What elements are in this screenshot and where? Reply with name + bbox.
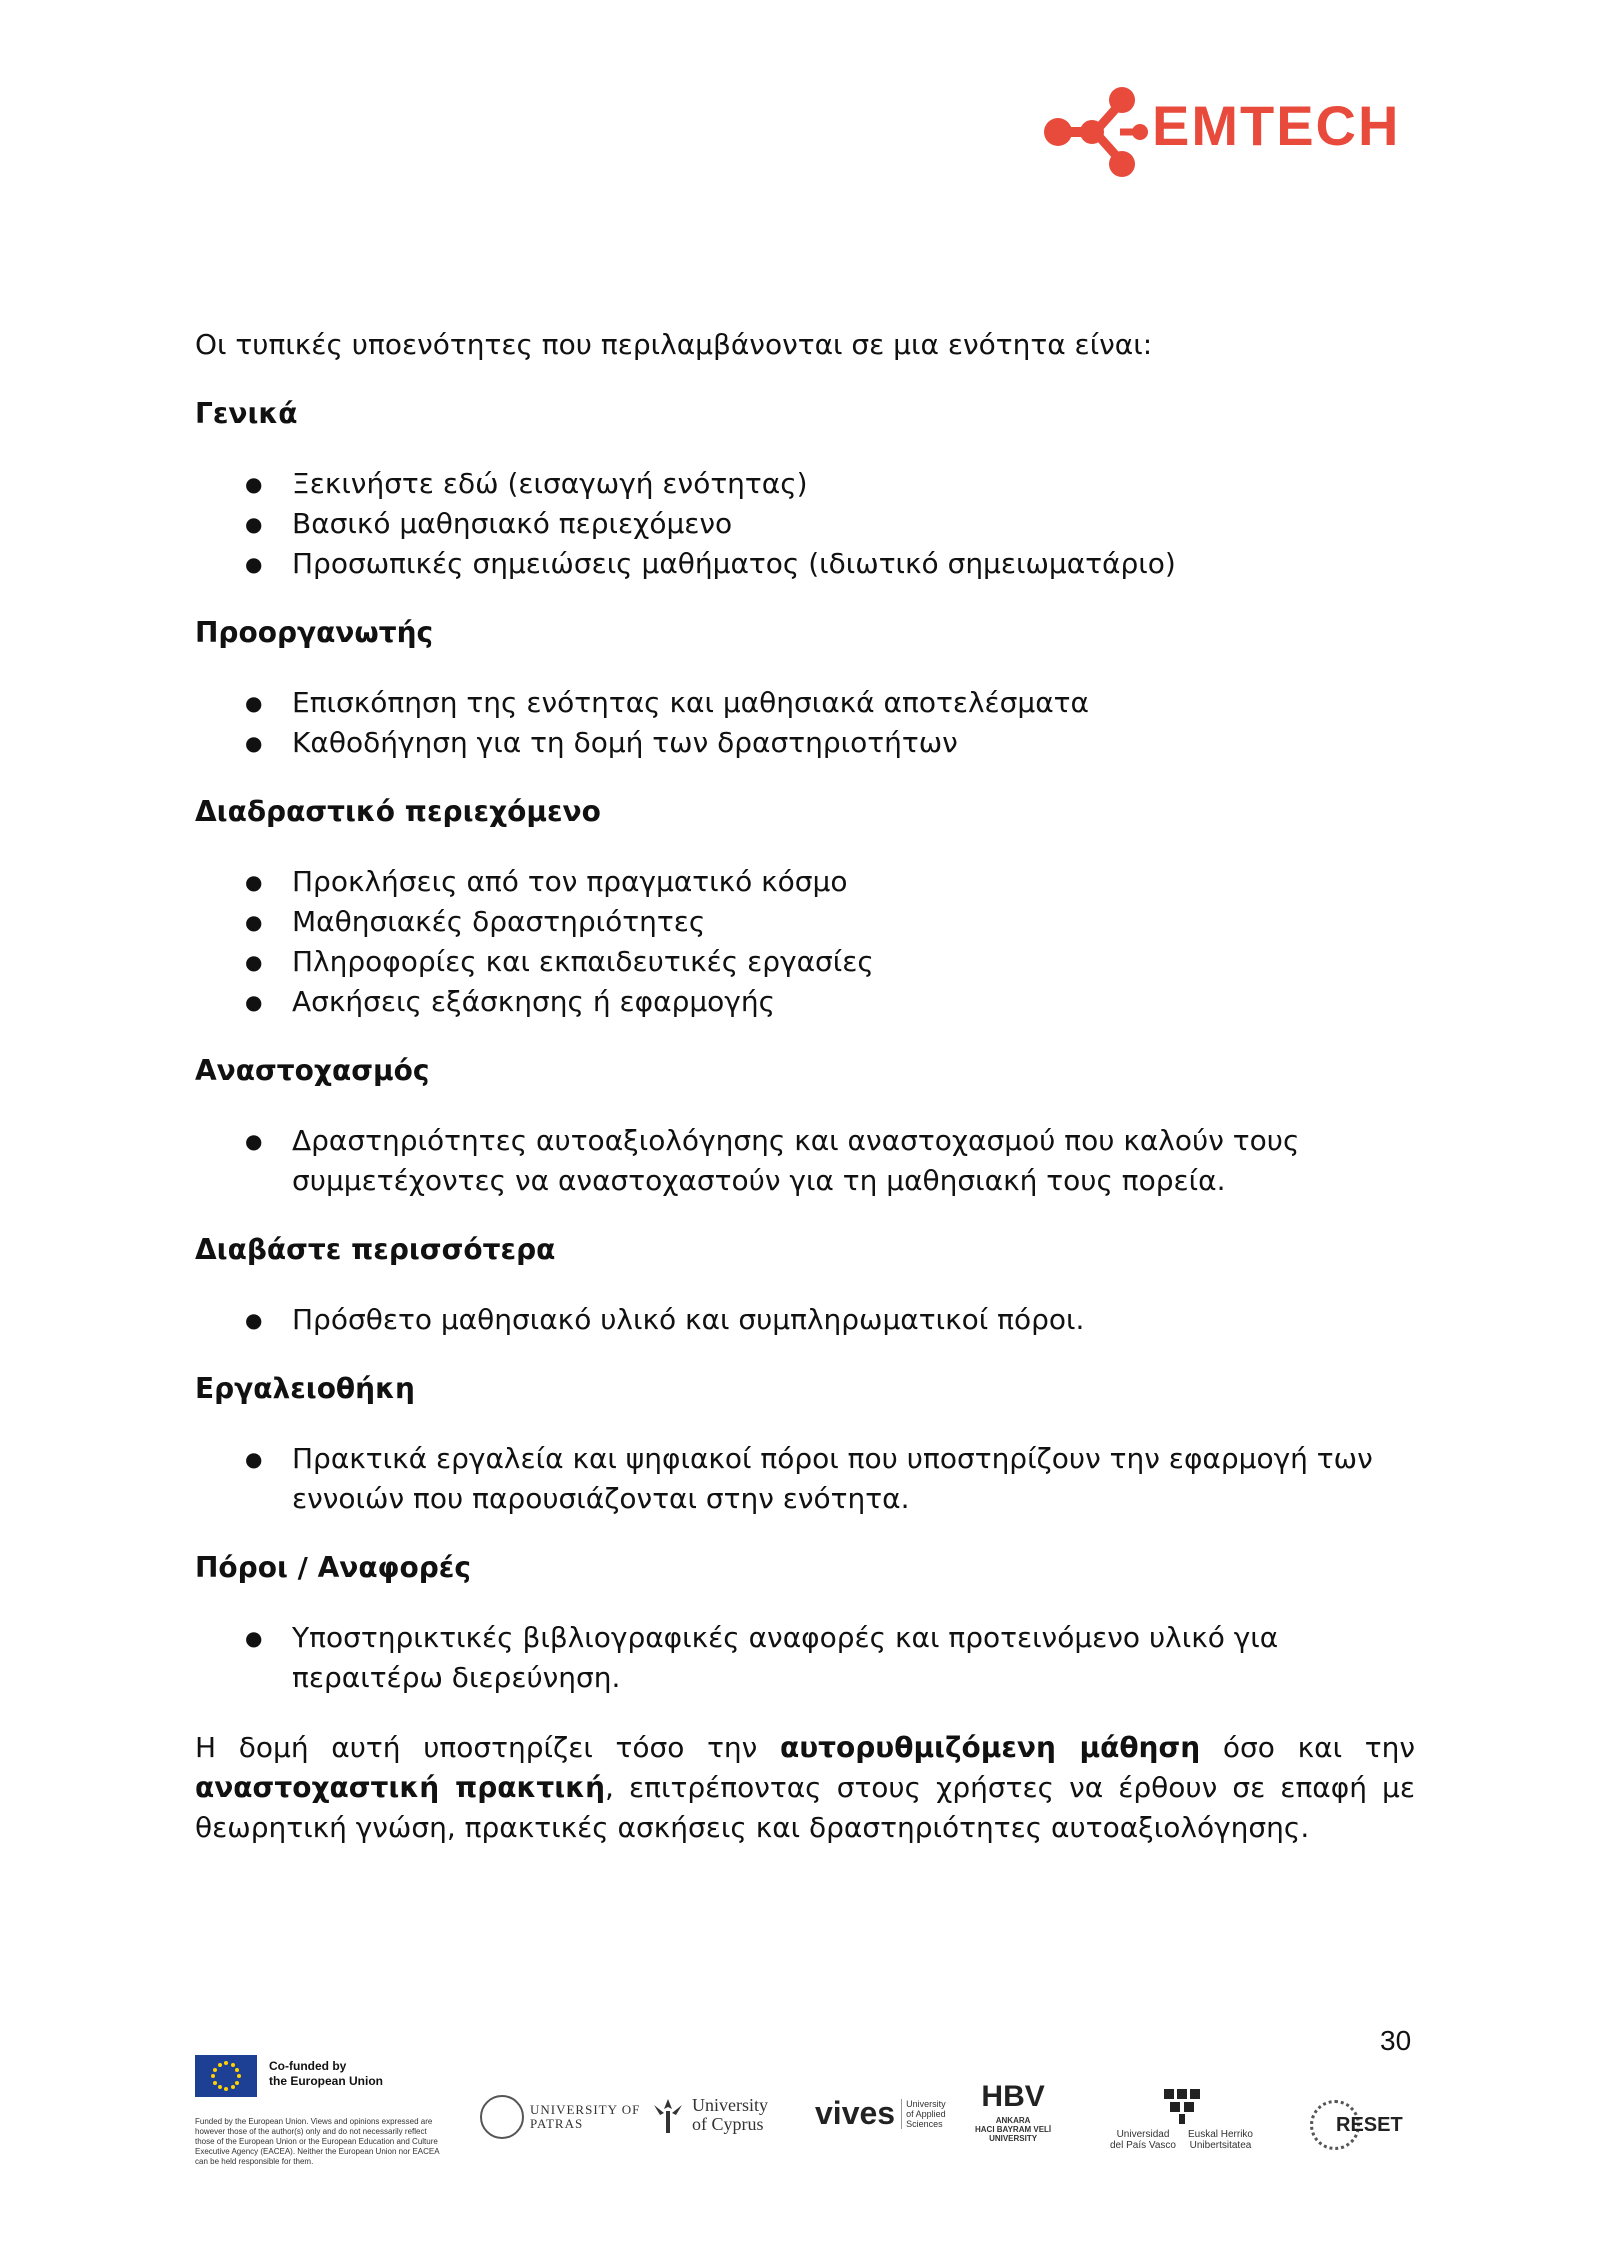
partner-logo-ehu: [1110, 2085, 1253, 2151]
eu-star-icon: [218, 2085, 222, 2089]
list-item: [195, 902, 1415, 942]
list-item-text: Πληροφορίες και εκπαιδευτικές εργασίες: [292, 945, 874, 978]
bullet-list: [195, 464, 1415, 584]
cyprus-emblem-icon: [650, 2095, 686, 2135]
closing-text: Η δομή αυτή υποστηρίζει τόσο την: [195, 1731, 781, 1764]
vives-sub: University: [906, 2098, 946, 2109]
eu-star-icon: [218, 2063, 222, 2067]
closing-emphasis: αυτορυθμιζόμενη μάθηση: [780, 1731, 1201, 1764]
list-item-text: Προκλήσεις από τον πραγματικό κόσμο: [292, 865, 848, 898]
bullet-icon: ●: [245, 552, 263, 576]
molecule-icon: [1040, 82, 1150, 182]
list-item: [195, 1618, 1415, 1698]
list-item: [195, 464, 1415, 504]
bullet-icon: ●: [245, 512, 263, 536]
bullet-list: [195, 1439, 1415, 1519]
bullet-icon: ●: [245, 1129, 263, 1153]
bullet-list: [195, 1300, 1415, 1340]
bullet-icon: ●: [245, 1626, 263, 1650]
eu-star-icon: [237, 2074, 241, 2078]
section-heading: Πόροι / Αναφορές: [195, 1551, 471, 1584]
ehu-line: Universidad: [1116, 2129, 1170, 2140]
list-item-text: Υποστηρικτικές βιβλιογραφικές αναφορές και προτεινόμενο υλικό για περαιτέρω διερεύνηση.: [292, 1621, 1279, 1694]
eu-star-icon: [231, 2063, 235, 2067]
list-item-text: Ξεκινήστε εδώ (εισαγωγή ενότητας): [292, 467, 808, 500]
ehu-line: Euskal Herriko: [1187, 2129, 1253, 2140]
vives-sub: of Applied: [906, 2108, 946, 2119]
bullet-icon: ●: [245, 691, 263, 715]
eu-cofunded-label: [269, 2059, 383, 2089]
list-item-text: Πρόσθετο μαθησιακό υλικό και συμπληρωματικοί πόροι.: [292, 1303, 1085, 1336]
bullet-icon: ●: [245, 910, 263, 934]
list-item: [195, 504, 1415, 544]
footer: [195, 2055, 1425, 2205]
patras-seal-icon: [480, 2095, 524, 2139]
ehu-line: del País Vasco: [1110, 2140, 1176, 2151]
bullet-list: [195, 862, 1415, 1022]
eu-star-icon: [224, 2061, 228, 2065]
list-item: [195, 723, 1415, 763]
closing-paragraph: [195, 1728, 1415, 1848]
section-heading: Προοργανωτής: [195, 616, 434, 649]
eu-title-line: Co-funded by: [269, 2059, 347, 2073]
hbv-mark: HBV: [981, 2080, 1045, 2113]
eu-star-icon: [235, 2081, 239, 2085]
patras-line: UNIVERSITY OF: [530, 2102, 641, 2117]
bullet-icon: ●: [245, 950, 263, 974]
partner-logo-reset: [1310, 2100, 1403, 2150]
list-item-text: Καθοδήγηση για τη δομή των δραστηριοτήτων: [292, 726, 958, 759]
partner-logo-cyprus: [650, 2095, 768, 2135]
list-item-text: Ασκήσεις εξάσκησης ή εφαρμογής: [292, 985, 776, 1018]
patras-line: PATRAS: [530, 2116, 584, 2131]
partner-logo-hbv: [975, 2080, 1051, 2143]
eu-star-icon: [213, 2081, 217, 2085]
eu-star-icon: [224, 2087, 228, 2091]
section-heading: Γενικά: [195, 397, 298, 430]
emtech-logo: [1040, 82, 1420, 182]
list-item: [195, 1300, 1415, 1340]
bullet-icon: ●: [245, 870, 263, 894]
list-item: [195, 942, 1415, 982]
ehu-tree-icon: [1160, 2085, 1204, 2125]
partner-logo-patras: [480, 2095, 640, 2139]
eu-star-icon: [213, 2068, 217, 2072]
document-body: [195, 325, 1415, 1848]
list-item: [195, 1121, 1415, 1201]
bullet-icon: ●: [245, 472, 263, 496]
list-item: [195, 862, 1415, 902]
eu-star-icon: [235, 2068, 239, 2072]
section-heading: Εργαλειοθήκη: [195, 1372, 415, 1405]
list-item: [195, 982, 1415, 1022]
intro-paragraph: Οι τυπικές υποενότητες που περιλαμβάνονται σε μια ενότητα είναι:: [195, 328, 1153, 361]
closing-text: όσο και την: [1200, 1731, 1415, 1764]
logo-wordmark: EMTECH: [1152, 94, 1401, 157]
bullet-icon: ●: [245, 990, 263, 1014]
list-item-text: Μαθησιακές δραστηριότητες: [292, 905, 706, 938]
hbv-line: ANKARA: [995, 2116, 1031, 2125]
eu-flag-icon: [195, 2055, 257, 2097]
vives-sub: Sciences: [906, 2118, 943, 2129]
ehu-line: Unibertsitatea: [1189, 2140, 1252, 2151]
vives-wordmark: vives: [815, 2095, 896, 2131]
bullet-list: [195, 683, 1415, 763]
eu-disclaimer: Funded by the European Union. Views and opinions expressed are however those of the author(s) only and do not necessarily reflect those of the European Union or the European Education and Culture Executive Agency (EACEA). Neither the European Union nor EACEA can be held responsible for them.: [195, 2117, 440, 2166]
reset-wordmark: RESET: [1336, 2113, 1403, 2136]
eu-cofunding-block: [195, 2055, 455, 2167]
list-item-text: Δραστηριότητες αυτοαξιολόγησης και αναστοχασμού που καλούν τους συμμετέχοντες να αναστοχαστούν για τη μαθησιακή τους πορεία.: [292, 1124, 1300, 1197]
bullet-icon: ●: [245, 731, 263, 755]
cyprus-line: University: [692, 2095, 768, 2115]
eu-star-icon: [231, 2085, 235, 2089]
closing-emphasis: αναστοχαστική πρακτική: [195, 1771, 606, 1804]
page-number: 30: [1380, 2025, 1412, 2056]
section-heading: Διαβάστε περισσότερα: [195, 1233, 556, 1266]
partner-logo-vives: [815, 2095, 946, 2132]
section-heading: Αναστοχασμός: [195, 1054, 430, 1087]
list-item-text: Προσωπικές σημειώσεις μαθήματος (ιδιωτικό σημειωματάριο): [292, 547, 1176, 580]
bullet-icon: ●: [245, 1308, 263, 1332]
hbv-line: UNIVERSITY: [989, 2134, 1038, 2143]
sections-container: [195, 394, 1415, 1698]
bullet-list: [195, 1121, 1415, 1201]
closing-text: , επιτρέποντας στους χρήστες να έρθουν σε επαφή με θεωρητική γνώση, πρακτικές ασκήσεις και δραστηριότητες αυτοαξιολόγησης.: [195, 1771, 1416, 1844]
cyprus-line: of Cyprus: [692, 2114, 764, 2134]
hbv-line: HACI BAYRAM VELİ: [975, 2125, 1052, 2134]
list-item: [195, 683, 1415, 723]
bullet-list: [195, 1618, 1415, 1698]
section-heading: Διαδραστικό περιεχόμενο: [195, 795, 601, 828]
list-item-text: Επισκόπηση της ενότητας και μαθησιακά αποτελέσματα: [292, 686, 1089, 719]
list-item-text: Πρακτικά εργαλεία και ψηφιακοί πόροι που υποστηρίζουν την εφαρμογή των εννοιών που παρουσιάζονται στην ενότητα.: [292, 1442, 1373, 1515]
bullet-icon: ●: [245, 1447, 263, 1471]
list-item: [195, 1439, 1415, 1519]
list-item: [195, 544, 1415, 584]
eu-title-line: the European Union: [269, 2074, 383, 2088]
eu-star-icon: [211, 2074, 215, 2078]
list-item-text: Βασικό μαθησιακό περιεχόμενο: [292, 507, 733, 540]
